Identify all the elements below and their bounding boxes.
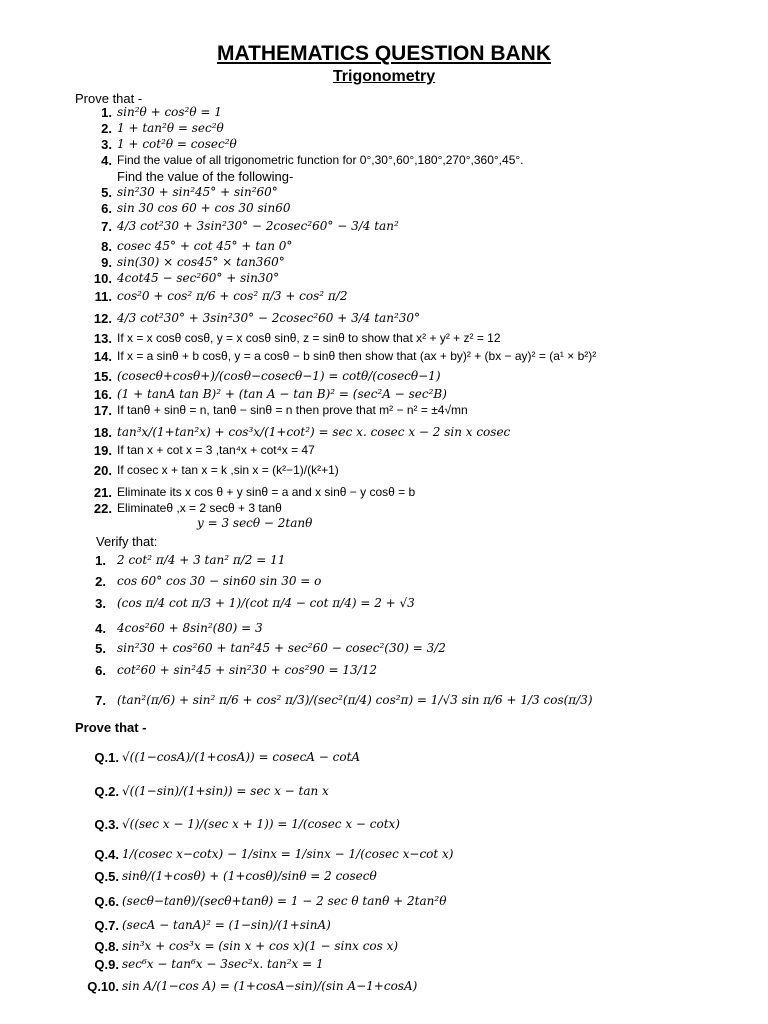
q-item (0, 846, 758, 863)
verify-item-number: 1. (95, 553, 106, 568)
verify-item-text: 2 cot² π/4 + 3 tan² π/2 = 11 (117, 553, 286, 567)
prove-item-number: 5. (101, 185, 112, 200)
prove-item (0, 288, 758, 305)
q-item (0, 749, 758, 766)
prove-item (0, 152, 758, 169)
prove-item-text: sin(30) × cos45° × tan360° (117, 255, 285, 269)
prove-item-number: 6. (101, 201, 112, 216)
q-item (0, 917, 758, 934)
q-item-text: √((1−sin)/(1+sin)) = sec x − tan x (122, 784, 329, 798)
prove-item-text: 4/3 cot²30° + 3sin²30° − 2cosec²60 + 3/4 tan²30° (117, 311, 421, 325)
prove-item (0, 136, 758, 153)
verify-item-text: (tan²(π/6) + sin² π/6 + cos² π/3)/(sec²(π/4) cos²π) = 1/√3 sin π/6 + 1/3 cos(π/3) (117, 693, 593, 707)
verify-item-number: 3. (95, 596, 106, 611)
prove-item-number: 16. (93, 387, 112, 402)
prove-item (0, 218, 758, 235)
prove-item (0, 238, 758, 255)
prove-item-text: sin²30 + sin²45° + sin²60° (117, 185, 278, 199)
verify-item (0, 662, 758, 679)
prove-item-text: 1 + cot²θ = cosec²θ (117, 137, 237, 151)
prove-item-number: 1. (101, 105, 112, 120)
prove-item-number: 21. (93, 485, 112, 500)
prove-item (0, 254, 758, 271)
prove-item-number: 4. (101, 153, 112, 168)
prove-item-number: 15. (93, 369, 112, 384)
verify-item-number: 4. (95, 621, 106, 636)
prove-item-text: If tanθ + sinθ = n, tanθ − sinθ = n then prove that m² − n² = ±4√mn (117, 403, 468, 417)
prove-item-number: 8. (101, 239, 112, 254)
prove-item (0, 200, 758, 217)
q-item-number: Q.10. (87, 979, 119, 994)
prove-item (0, 462, 758, 479)
q-item-text: √((sec x − 1)/(sec x + 1)) = 1/(cosec x − cotx) (122, 817, 400, 831)
prove-item-text: Eliminate its x cos θ + y sinθ = a and x sinθ − y cosθ = b (117, 485, 416, 499)
q-item-text: sin A/(1−cos A) = (1+cosA−sin)/(sin A−1+cosA) (122, 979, 418, 993)
prove-item-text: (cosecθ+cosθ+)/(cosθ−cosecθ−1) = cotθ/(cosecθ−1) (117, 369, 441, 383)
prove-item-text: Find the value of all trigonometric function for 0°,30°,60°,180°,270°,360°,45°. (117, 153, 524, 167)
section-prove-heading: Prove that - (75, 91, 143, 106)
prove-item-number: 10. (93, 271, 112, 286)
verify-item (0, 573, 758, 590)
prove-item-text: cosec 45° + cot 45° + tan 0° (117, 239, 293, 253)
q-item-number: Q.5. (94, 869, 119, 884)
prove-item-text: 4cot45 − sec²60° + sin30° (117, 271, 280, 285)
prove-item (0, 484, 758, 501)
q-item (0, 956, 758, 973)
prove-item (0, 402, 758, 419)
verify-item (0, 692, 758, 709)
verify-item-text: (cos π/4 cot π/3 + 1)/(cot π/4 − cot π/4) = 2 + √3 (117, 596, 415, 610)
prove-item-number: 3. (101, 137, 112, 152)
prove-item-text: sin²θ + cos²θ = 1 (117, 105, 222, 119)
q-item-text: 1/(cosec x−cotx) − 1/sinx = 1/sinx − 1/(cosec x−cot x) (122, 847, 454, 861)
prove-item-number: 13. (93, 331, 112, 346)
q-item-number: Q.6. (94, 894, 119, 909)
prove-item (0, 120, 758, 137)
item22-second-line: y = 3 secθ − 2tanθ (197, 516, 313, 530)
q-item-text: √((1−cosA)/(1+cosA)) = cosecA − cotA (122, 750, 361, 764)
prove-item-number: 9. (101, 255, 112, 270)
prove-item-text: 1 + tan²θ = sec²θ (117, 121, 224, 135)
prove-item-text: (1 + tanA tan B)² + (tan A − tan B)² = (sec²A − sec²B) (117, 387, 447, 401)
section-prove2-heading: Prove that - (75, 720, 147, 735)
verify-item (0, 640, 758, 657)
verify-item-text: 4cos²60 + 8sin²(80) = 3 (117, 621, 263, 635)
prove-item (0, 348, 758, 365)
q-item-text: sec⁶x − tan⁶x − 3sec²x. tan²x = 1 (122, 957, 324, 971)
prove-item-text: If x = a sinθ + b cosθ, y = a cosθ − b sinθ then show that (ax + by)² + (bx − ay)² = (a¹ × b²)² (117, 349, 597, 363)
prove-item (0, 310, 758, 327)
prove-item-text: 4/3 cot²30 + 3sin²30° − 2cosec²60° − 3/4 tan² (117, 219, 399, 233)
prove-item-number: 11. (94, 289, 112, 304)
verify-item-number: 2. (95, 574, 106, 589)
section-find-heading: Find the value of the following- (117, 169, 294, 184)
page-subtitle: Trigonometry (332, 68, 436, 85)
verify-item (0, 595, 758, 612)
prove-item-text: sin 30 cos 60 + cos 30 sin60 (117, 201, 291, 215)
prove-item-text: tan³x/(1+tan²x) + cos³x/(1+cot²) = sec x. cosec x − 2 sin x cosec (117, 425, 511, 439)
prove-item-number: 19. (93, 443, 112, 458)
verify-item-text: cos 60° cos 30 − sin60 sin 30 = o (117, 574, 322, 588)
prove-item (0, 386, 758, 403)
prove-item (0, 368, 758, 385)
prove-item-text: If cosec x + tan x = k ,sin x = (k²−1)/(k²+1) (117, 463, 339, 477)
prove-item (0, 442, 758, 459)
prove-item (0, 270, 758, 287)
verify-item-number: 6. (95, 663, 106, 678)
q-item-text: sin³x + cos³x = (sin x + cos x)(1 − sinx cos x) (122, 939, 399, 953)
prove-item-text: cos²0 + cos² π/6 + cos² π/3 + cos² π/2 (117, 289, 348, 303)
q-item-number: Q.8. (94, 939, 119, 954)
q-item (0, 978, 758, 995)
prove-item-text: If x = x cosθ cosθ, y = x cosθ sinθ, z = sinθ to show that x² + y² + z² = 12 (117, 331, 501, 345)
prove-item-number: 2. (101, 121, 112, 136)
prove-item (0, 424, 758, 441)
prove-item-text: Eliminateθ ,x = 2 secθ + 3 tanθ (117, 501, 282, 515)
verify-item (0, 552, 758, 569)
prove-item-number: 22. (93, 501, 112, 516)
page-title: MATHEMATICS QUESTION BANK (216, 42, 552, 65)
q-item (0, 816, 758, 833)
verify-item-text: sin²30 + cos²60 + tan²45 + sec²60 − cosec²(30) = 3/2 (117, 641, 446, 655)
prove-item-number: 20. (93, 463, 112, 478)
q-item (0, 868, 758, 885)
prove-item-number: 12. (93, 311, 112, 326)
prove-item-number: 14. (93, 349, 112, 364)
prove-item-number: 7. (101, 219, 112, 234)
verify-item-number: 5. (95, 641, 106, 656)
q-item-number: Q.2. (94, 784, 119, 799)
q-item-number: Q.4. (94, 847, 119, 862)
prove-item (0, 330, 758, 347)
q-item-number: Q.3. (94, 817, 119, 832)
prove-item (0, 184, 758, 201)
verify-item-number: 7. (95, 693, 106, 708)
prove-item (0, 104, 758, 121)
prove-item-number: 18. (93, 425, 112, 440)
q-item (0, 938, 758, 955)
q-item-text: sinθ/(1+cosθ) + (1+cosθ)/sinθ = 2 cosecθ (122, 869, 377, 883)
q-item (0, 783, 758, 800)
q-item-text: (secθ−tanθ)/(secθ+tanθ) = 1 − 2 sec θ tanθ + 2tan²θ (122, 894, 447, 908)
q-item-text: (secA − tanA)² = (1−sin)/(1+sinA) (122, 918, 331, 932)
q-item-number: Q.7. (94, 918, 119, 933)
q-item-number: Q.9. (94, 957, 119, 972)
section-verify-heading: Verify that: (96, 534, 158, 549)
prove-item-text: If tan x + cot x = 3 ,tan⁴x + cot⁴x = 47 (117, 443, 315, 457)
q-item (0, 893, 758, 910)
prove-item-number: 17. (93, 403, 112, 418)
verify-item (0, 620, 758, 637)
q-item-number: Q.1. (94, 750, 119, 765)
verify-item-text: cot²60 + sin²45 + sin²30 + cos²90 = 13/12 (117, 663, 377, 677)
